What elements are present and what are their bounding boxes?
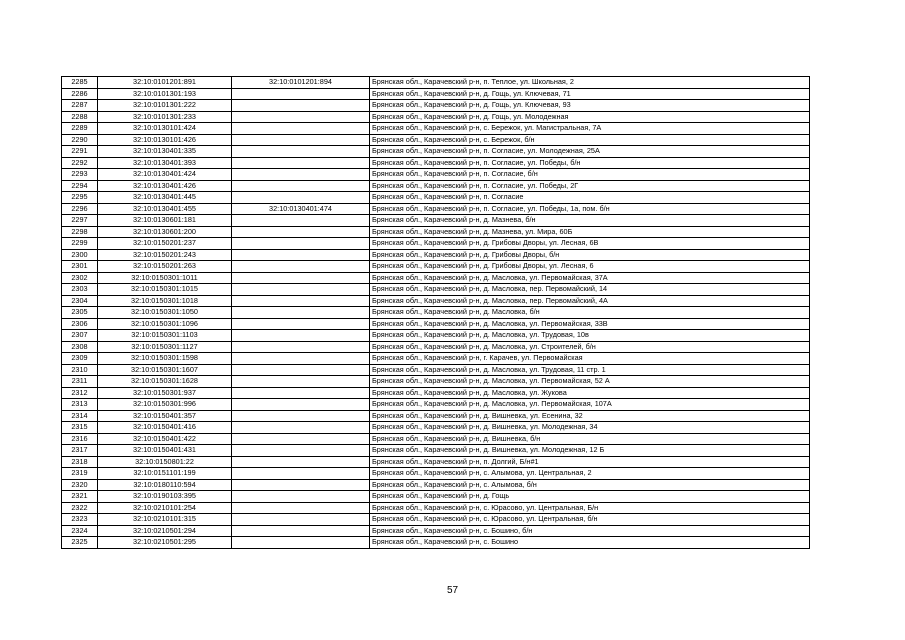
cadastral-number-cell: 32:10:0130601:181 [98, 215, 232, 227]
cadastral-number-cell: 32:10:0190103:395 [98, 491, 232, 503]
address-cell: Брянская обл., Карачевский р-н, с. Бошино [370, 537, 810, 549]
address-cell: Брянская обл., Карачевский р-н, д. Грибовы Дворы, ул. Лесная, 6В [370, 238, 810, 250]
row-number-cell: 2311 [62, 376, 98, 388]
address-cell: Брянская обл., Карачевский р-н, д. Мазнева, б/н [370, 215, 810, 227]
row-number-cell: 2319 [62, 468, 98, 480]
table-row [62, 272, 810, 284]
cadastral-number-cell: 32:10:0150301:1607 [98, 364, 232, 376]
related-cadastral-number-cell [232, 468, 370, 480]
related-cadastral-number-cell [232, 399, 370, 411]
related-cadastral-number-cell [232, 88, 370, 100]
related-cadastral-number-cell [232, 433, 370, 445]
row-number-cell: 2294 [62, 180, 98, 192]
cadastral-number-cell: 32:10:0151101:199 [98, 468, 232, 480]
table-row [62, 502, 810, 514]
row-number-cell: 2300 [62, 249, 98, 261]
row-number-cell: 2324 [62, 525, 98, 537]
table-row [62, 479, 810, 491]
cadastral-number-cell: 32:10:0210101:315 [98, 514, 232, 526]
row-number-cell: 2296 [62, 203, 98, 215]
table-row [62, 387, 810, 399]
cadastral-number-cell: 32:10:0130401:455 [98, 203, 232, 215]
address-cell: Брянская обл., Карачевский р-н, д. Вишневка, ул. Молодежная, 12 Б [370, 445, 810, 457]
table-row [62, 445, 810, 457]
row-number-cell: 2321 [62, 491, 98, 503]
related-cadastral-number-cell [232, 192, 370, 204]
address-cell: Брянская обл., Карачевский р-н, д. Мазнева, ул. Мира, 60Б [370, 226, 810, 238]
table-row [62, 261, 810, 273]
row-number-cell: 2315 [62, 422, 98, 434]
row-number-cell: 2325 [62, 537, 98, 549]
address-cell: Брянская обл., Карачевский р-н, с. Бережок, б/н [370, 134, 810, 146]
cadastral-number-cell: 32:10:0150301:1011 [98, 272, 232, 284]
related-cadastral-number-cell [232, 341, 370, 353]
table-row [62, 192, 810, 204]
related-cadastral-number-cell [232, 410, 370, 422]
address-cell: Брянская обл., Карачевский р-н, д. Масловка, пер. Первомайский, 4А [370, 295, 810, 307]
cadastral-number-cell: 32:10:0150201:263 [98, 261, 232, 273]
address-cell: Брянская обл., Карачевский р-н, п. Согласие [370, 192, 810, 204]
row-number-cell: 2292 [62, 157, 98, 169]
related-cadastral-number-cell [232, 157, 370, 169]
address-cell: Брянская обл., Карачевский р-н, д. Гощь, ул. Молодежная [370, 111, 810, 123]
row-number-cell: 2302 [62, 272, 98, 284]
related-cadastral-number-cell [232, 479, 370, 491]
table-row [62, 353, 810, 365]
address-cell: Брянская обл., Карачевский р-н, п. Согласие, ул. Победы, 2Г [370, 180, 810, 192]
related-cadastral-number-cell [232, 134, 370, 146]
cadastral-number-cell: 32:10:0130401:426 [98, 180, 232, 192]
related-cadastral-number-cell [232, 514, 370, 526]
cadastral-number-cell: 32:10:0101301:233 [98, 111, 232, 123]
address-cell: Брянская обл., Карачевский р-н, д. Масловка, ул. Трудовая, 10в [370, 330, 810, 342]
row-number-cell: 2312 [62, 387, 98, 399]
cadastral-number-cell: 32:10:0150301:996 [98, 399, 232, 411]
table-row [62, 180, 810, 192]
table-row [62, 537, 810, 549]
table-row [62, 399, 810, 411]
row-number-cell: 2286 [62, 88, 98, 100]
related-cadastral-number-cell [232, 180, 370, 192]
address-cell: Брянская обл., Карачевский р-н, д. Гощь [370, 491, 810, 503]
address-cell: Брянская обл., Карачевский р-н, п. Долгий, Б/н#1 [370, 456, 810, 468]
table-row [62, 341, 810, 353]
related-cadastral-number-cell [232, 387, 370, 399]
table-row [62, 88, 810, 100]
row-number-cell: 2317 [62, 445, 98, 457]
related-cadastral-number-cell [232, 100, 370, 112]
cadastral-number-cell: 32:10:0150801:22 [98, 456, 232, 468]
related-cadastral-number-cell [232, 146, 370, 158]
address-cell: Брянская обл., Карачевский р-н, д. Гощь, ул. Ключевая, 71 [370, 88, 810, 100]
address-cell: Брянская обл., Карачевский р-н, г. Карачев, ул. Первомайская [370, 353, 810, 365]
address-cell: Брянская обл., Карачевский р-н, с. Алымова, б/н [370, 479, 810, 491]
address-cell: Брянская обл., Карачевский р-н, д. Вишневка, ул. Есенина, 32 [370, 410, 810, 422]
cadastral-number-cell: 32:10:0150201:237 [98, 238, 232, 250]
table-row [62, 410, 810, 422]
table-row [62, 318, 810, 330]
table-row [62, 238, 810, 250]
row-number-cell: 2305 [62, 307, 98, 319]
cadastral-number-cell: 32:10:0150301:937 [98, 387, 232, 399]
related-cadastral-number-cell [232, 295, 370, 307]
address-cell: Брянская обл., Карачевский р-н, п. Согласие, ул. Победы, б/н [370, 157, 810, 169]
row-number-cell: 2293 [62, 169, 98, 181]
cadastral-number-cell: 32:10:0130401:393 [98, 157, 232, 169]
related-cadastral-number-cell [232, 261, 370, 273]
row-number-cell: 2322 [62, 502, 98, 514]
address-cell: Брянская обл., Карачевский р-н, д. Вишневка, б/н [370, 433, 810, 445]
cadastral-number-cell: 32:10:0130401:335 [98, 146, 232, 158]
related-cadastral-number-cell [232, 249, 370, 261]
related-cadastral-number-cell [232, 445, 370, 457]
table-row [62, 100, 810, 112]
row-number-cell: 2298 [62, 226, 98, 238]
address-cell: Брянская обл., Карачевский р-н, с. Бошино, б/н [370, 525, 810, 537]
address-cell: Брянская обл., Карачевский р-н, д. Масловка, пер. Первомайский, 14 [370, 284, 810, 296]
cadastral-number-cell: 32:10:0150301:1628 [98, 376, 232, 388]
row-number-cell: 2297 [62, 215, 98, 227]
row-number-cell: 2306 [62, 318, 98, 330]
address-cell: Брянская обл., Карачевский р-н, с. Юрасово, ул. Центральная, Б/н [370, 502, 810, 514]
related-cadastral-number-cell [232, 422, 370, 434]
row-number-cell: 2309 [62, 353, 98, 365]
row-number-cell: 2308 [62, 341, 98, 353]
address-cell: Брянская обл., Карачевский р-н, п. Согласие, ул. Молодежная, 25А [370, 146, 810, 158]
cadastral-number-cell: 32:10:0130401:424 [98, 169, 232, 181]
row-number-cell: 2316 [62, 433, 98, 445]
table-row [62, 123, 810, 135]
table-row [62, 364, 810, 376]
table-row [62, 111, 810, 123]
table-row [62, 146, 810, 158]
row-number-cell: 2310 [62, 364, 98, 376]
related-cadastral-number-cell: 32:10:0130401:474 [232, 203, 370, 215]
address-cell: Брянская обл., Карачевский р-н, д. Гощь, ул. Ключевая, 93 [370, 100, 810, 112]
related-cadastral-number-cell [232, 169, 370, 181]
address-cell: Брянская обл., Карачевский р-н, д. Масловка, ул. Жукова [370, 387, 810, 399]
address-cell: Брянская обл., Карачевский р-н, д. Грибовы Дворы, б/н [370, 249, 810, 261]
cadastral-number-cell: 32:10:0210501:295 [98, 537, 232, 549]
cadastral-number-cell: 32:10:0101301:193 [98, 88, 232, 100]
table-row [62, 330, 810, 342]
related-cadastral-number-cell [232, 215, 370, 227]
row-number-cell: 2318 [62, 456, 98, 468]
table-row [62, 422, 810, 434]
related-cadastral-number-cell [232, 376, 370, 388]
related-cadastral-number-cell [232, 353, 370, 365]
cadastral-number-cell: 32:10:0150401:422 [98, 433, 232, 445]
cadastral-number-cell: 32:10:0150301:1103 [98, 330, 232, 342]
table-row [62, 433, 810, 445]
address-cell: Брянская обл., Карачевский р-н, с. Юрасово, ул. Центральная, б/н [370, 514, 810, 526]
address-cell: Брянская обл., Карачевский р-н, д. Масловка, ул. Строителей, б/н [370, 341, 810, 353]
table-row [62, 307, 810, 319]
table-row [62, 215, 810, 227]
page-number: 57 [446, 585, 459, 596]
cadastral-number-cell: 32:10:0130101:424 [98, 123, 232, 135]
row-number-cell: 2320 [62, 479, 98, 491]
table-row [62, 525, 810, 537]
table-row [62, 284, 810, 296]
address-cell: Брянская обл., Карачевский р-н, д. Масловка, ул. Первомайская, 107А [370, 399, 810, 411]
address-cell: Брянская обл., Карачевский р-н, д. Масловка, б/н [370, 307, 810, 319]
row-number-cell: 2290 [62, 134, 98, 146]
table-row [62, 468, 810, 480]
cadastral-number-cell: 32:10:0210101:254 [98, 502, 232, 514]
registry-table [61, 76, 810, 549]
cadastral-number-cell: 32:10:0150401:431 [98, 445, 232, 457]
cadastral-number-cell: 32:10:0180110:594 [98, 479, 232, 491]
related-cadastral-number-cell [232, 307, 370, 319]
registry-table-body [62, 77, 810, 549]
address-cell: Брянская обл., Карачевский р-н, д. Вишневка, ул. Молодежная, 34 [370, 422, 810, 434]
address-cell: Брянская обл., Карачевский р-н, с. Алымова, ул. Центральная, 2 [370, 468, 810, 480]
cadastral-number-cell: 32:10:0150401:357 [98, 410, 232, 422]
related-cadastral-number-cell [232, 364, 370, 376]
related-cadastral-number-cell [232, 272, 370, 284]
related-cadastral-number-cell [232, 318, 370, 330]
table-row [62, 249, 810, 261]
related-cadastral-number-cell [232, 525, 370, 537]
cadastral-number-cell: 32:10:0150301:1127 [98, 341, 232, 353]
row-number-cell: 2287 [62, 100, 98, 112]
table-row [62, 169, 810, 181]
table-row [62, 491, 810, 503]
document-page [61, 76, 810, 549]
cadastral-number-cell: 32:10:0150301:1015 [98, 284, 232, 296]
row-number-cell: 2304 [62, 295, 98, 307]
table-row [62, 456, 810, 468]
address-cell: Брянская обл., Карачевский р-н, п. Теплое, ул. Школьная, 2 [370, 77, 810, 89]
cadastral-number-cell: 32:10:0150301:1050 [98, 307, 232, 319]
related-cadastral-number-cell [232, 238, 370, 250]
table-row [62, 203, 810, 215]
row-number-cell: 2285 [62, 77, 98, 89]
cadastral-number-cell: 32:10:0150201:243 [98, 249, 232, 261]
address-cell: Брянская обл., Карачевский р-н, д. Масловка, ул. Первомайская, 52 А [370, 376, 810, 388]
address-cell: Брянская обл., Карачевский р-н, с. Бережок, ул. Магистральная, 7А [370, 123, 810, 135]
table-row [62, 514, 810, 526]
related-cadastral-number-cell [232, 537, 370, 549]
cadastral-number-cell: 32:10:0210501:294 [98, 525, 232, 537]
table-row [62, 134, 810, 146]
address-cell: Брянская обл., Карачевский р-н, д. Грибовы Дворы, ул. Лесная, 6 [370, 261, 810, 273]
table-row [62, 226, 810, 238]
cadastral-number-cell: 32:10:0150301:1018 [98, 295, 232, 307]
row-number-cell: 2307 [62, 330, 98, 342]
related-cadastral-number-cell [232, 330, 370, 342]
table-row [62, 376, 810, 388]
row-number-cell: 2323 [62, 514, 98, 526]
row-number-cell: 2314 [62, 410, 98, 422]
row-number-cell: 2291 [62, 146, 98, 158]
row-number-cell: 2303 [62, 284, 98, 296]
related-cadastral-number-cell [232, 123, 370, 135]
cadastral-number-cell: 32:10:0130101:426 [98, 134, 232, 146]
cadastral-number-cell: 32:10:0150301:1096 [98, 318, 232, 330]
cadastral-number-cell: 32:10:0130401:445 [98, 192, 232, 204]
address-cell: Брянская обл., Карачевский р-н, д. Масловка, ул. Первомайская, 37А [370, 272, 810, 284]
related-cadastral-number-cell [232, 502, 370, 514]
row-number-cell: 2299 [62, 238, 98, 250]
related-cadastral-number-cell: 32:10:0101201:894 [232, 77, 370, 89]
cadastral-number-cell: 32:10:0101301:222 [98, 100, 232, 112]
address-cell: Брянская обл., Карачевский р-н, п. Согласие, ул. Победы, 1а, пом. б/н [370, 203, 810, 215]
table-row [62, 77, 810, 89]
related-cadastral-number-cell [232, 284, 370, 296]
related-cadastral-number-cell [232, 456, 370, 468]
cadastral-number-cell: 32:10:0150301:1598 [98, 353, 232, 365]
address-cell: Брянская обл., Карачевский р-н, п. Согласие, б/н [370, 169, 810, 181]
cadastral-number-cell: 32:10:0101201:891 [98, 77, 232, 89]
address-cell: Брянская обл., Карачевский р-н, д. Масловка, ул. Первомайская, 33В [370, 318, 810, 330]
row-number-cell: 2288 [62, 111, 98, 123]
cadastral-number-cell: 32:10:0130601:200 [98, 226, 232, 238]
related-cadastral-number-cell [232, 111, 370, 123]
related-cadastral-number-cell [232, 491, 370, 503]
table-row [62, 295, 810, 307]
row-number-cell: 2313 [62, 399, 98, 411]
row-number-cell: 2289 [62, 123, 98, 135]
related-cadastral-number-cell [232, 226, 370, 238]
table-row [62, 157, 810, 169]
address-cell: Брянская обл., Карачевский р-н, д. Масловка, ул. Трудовая, 11 стр. 1 [370, 364, 810, 376]
row-number-cell: 2301 [62, 261, 98, 273]
cadastral-number-cell: 32:10:0150401:416 [98, 422, 232, 434]
row-number-cell: 2295 [62, 192, 98, 204]
